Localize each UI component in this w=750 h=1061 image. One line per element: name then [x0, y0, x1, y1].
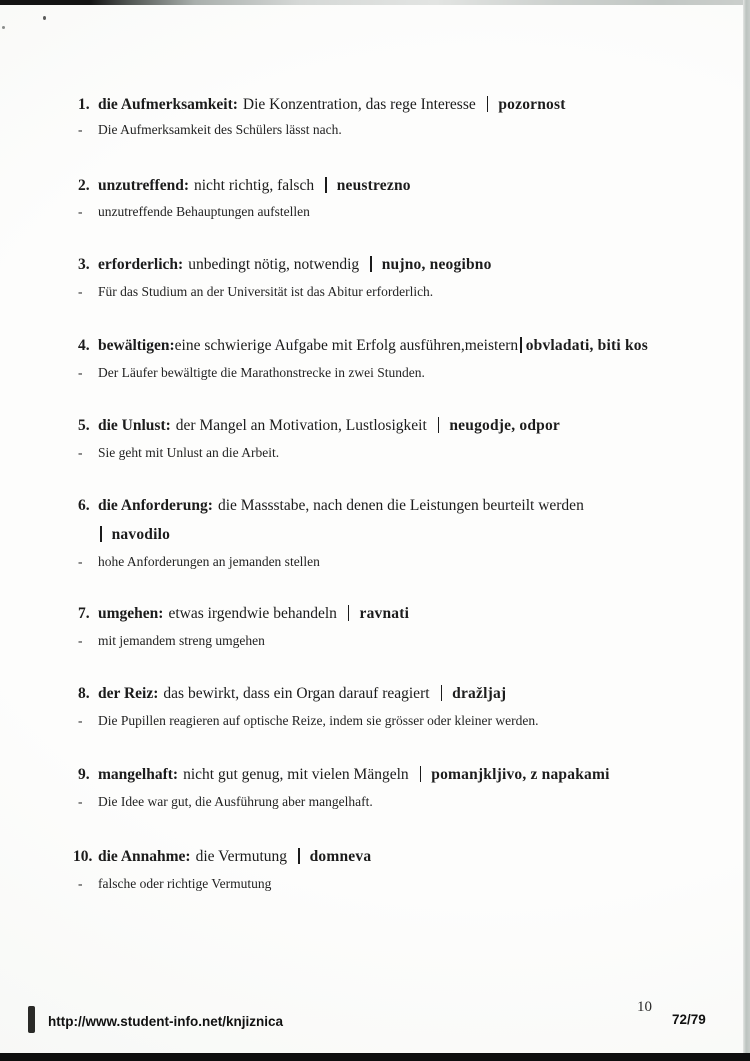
german-term: unzutreffend: [98, 177, 189, 194]
vocab-item-headline [78, 255, 492, 275]
example-line [78, 444, 280, 461]
example-line [78, 283, 434, 300]
vocab-item-headline [78, 604, 410, 624]
vocab-item-headline [78, 765, 610, 785]
separator-bar-icon [487, 96, 489, 112]
german-definition: das bewirkt, dass ein Organ darauf reagiert [163, 685, 430, 702]
vocab-item-headline [78, 684, 507, 704]
vocab-item-headline [78, 336, 648, 356]
german-definition: etwas irgendwie behandeln [168, 605, 337, 622]
headline-second-line [98, 525, 584, 545]
separator-bar-icon [441, 685, 443, 701]
german-term: bewältigen: [98, 337, 175, 354]
slovenian-translation: nujno, neogibno [381, 256, 492, 273]
separator-bar-icon [298, 848, 300, 864]
slovenian-translation: obvladati, biti kos [525, 337, 648, 354]
item-number: 8. [78, 685, 90, 702]
footer-url: http://www.student-info.net/knjiznica [48, 1014, 283, 1029]
example-text: Sie geht mit Unlust an die Arbeit. [98, 445, 280, 460]
dash-bullet: - [78, 365, 83, 380]
slovenian-translation: pomanjkljivo, z napakami [431, 766, 610, 783]
scan-edge-top-border [0, 0, 750, 5]
item-number: 4. [78, 337, 90, 354]
slovenian-translation: neugodje, odpor [449, 417, 561, 434]
german-term: mangelhaft: [98, 766, 179, 783]
example-text: Die Pupillen reagieren auf optische Reize, indem sie grösser oder kleiner werden. [98, 713, 539, 728]
vocab-item-headline [73, 847, 372, 867]
example-text: Die Idee war gut, die Ausführung aber mangelhaft. [98, 794, 373, 809]
separator-bar-icon [420, 766, 422, 782]
german-definition: die Vermutung [195, 848, 288, 865]
german-term: der Reiz: [98, 685, 159, 702]
dash-bullet: - [78, 204, 83, 219]
scan-speckle [43, 16, 46, 20]
example-text: falsche oder richtige Vermutung [98, 876, 272, 891]
example-text: Für das Studium an der Universität ist das Abitur erforderlich. [98, 284, 434, 299]
item-number: 6. [78, 497, 90, 514]
slovenian-translation: pozornost [498, 96, 566, 113]
dash-bullet: - [78, 284, 83, 299]
item-number: 5. [78, 417, 90, 434]
scan-mark-bottom-left [28, 1006, 35, 1033]
example-text: mit jemandem streng umgehen [98, 633, 265, 648]
example-line [78, 793, 373, 810]
example-text: unzutreffende Behauptungen aufstellen [98, 204, 310, 219]
scan-edge-right-border [743, 0, 750, 1061]
german-term: umgehen: [98, 605, 164, 622]
slovenian-translation: dražljaj [452, 685, 507, 702]
page-number: 10 [637, 999, 652, 1015]
separator-bar-icon [325, 177, 327, 193]
pdf-page-indicator: 72/79 [672, 1012, 706, 1027]
german-definition: nicht gut genug, mit vielen Mängeln [183, 766, 409, 783]
dash-bullet: - [78, 876, 83, 891]
example-line [78, 712, 539, 729]
example-line [78, 121, 342, 138]
separator-bar-icon [438, 417, 440, 433]
dash-bullet: - [78, 554, 83, 569]
german-definition: die Massstabe, nach denen die Leistungen beurteilt werden [217, 497, 584, 514]
item-number: 1. [78, 96, 90, 113]
example-text: Der Läufer bewältigte die Marathonstrecke in zwei Stunden. [98, 365, 425, 380]
german-term: erforderlich: [98, 256, 184, 273]
german-definition: unbedingt nötig, notwendig [188, 256, 360, 273]
vocab-item-headline [78, 416, 561, 436]
scan-edge-bottom-border [0, 1053, 750, 1061]
separator-bar-icon [100, 526, 102, 542]
vocab-item-headline [78, 95, 566, 115]
slovenian-translation: neustrezno [336, 177, 411, 194]
german-term: die Aufmerksamkeit: [98, 96, 238, 113]
dash-bullet: - [78, 794, 83, 809]
example-line [78, 632, 265, 649]
slovenian-translation: domneva [309, 848, 372, 865]
german-term: die Annahme: [98, 848, 191, 865]
item-number: 9. [78, 766, 90, 783]
german-definition: Die Konzentration, das rege Interesse [242, 96, 476, 113]
slovenian-translation: navodilo [111, 526, 171, 543]
vocab-item-headline [78, 496, 584, 545]
vocab-item-headline [78, 176, 411, 196]
dash-bullet: - [78, 633, 83, 648]
example-line [78, 553, 320, 570]
german-definition: der Mangel an Motivation, Lustlosigkeit [175, 417, 427, 434]
item-number: 2. [78, 177, 90, 194]
item-number: 3. [78, 256, 90, 273]
separator-bar-icon [520, 337, 522, 353]
german-definition: nicht richtig, falsch [194, 177, 315, 194]
example-line [78, 364, 425, 381]
example-text: hohe Anforderungen an jemanden stellen [98, 554, 320, 569]
item-number: 10. [73, 848, 93, 865]
separator-bar-icon [370, 256, 372, 272]
example-line [78, 203, 310, 220]
dash-bullet: - [78, 445, 83, 460]
slovenian-translation: ravnati [359, 605, 410, 622]
german-term: die Unlust: [98, 417, 171, 434]
german-term: die Anforderung: [98, 497, 213, 514]
german-definition: eine schwierige Aufgabe mit Erfolg ausführen,meistern [174, 337, 519, 354]
scan-speckle [2, 26, 5, 29]
separator-bar-icon [348, 605, 350, 621]
item-number: 7. [78, 605, 90, 622]
example-line [78, 875, 272, 892]
dash-bullet: - [78, 713, 83, 728]
dash-bullet: - [78, 122, 83, 137]
example-text: Die Aufmerksamkeit des Schülers lässt nach. [98, 122, 342, 137]
